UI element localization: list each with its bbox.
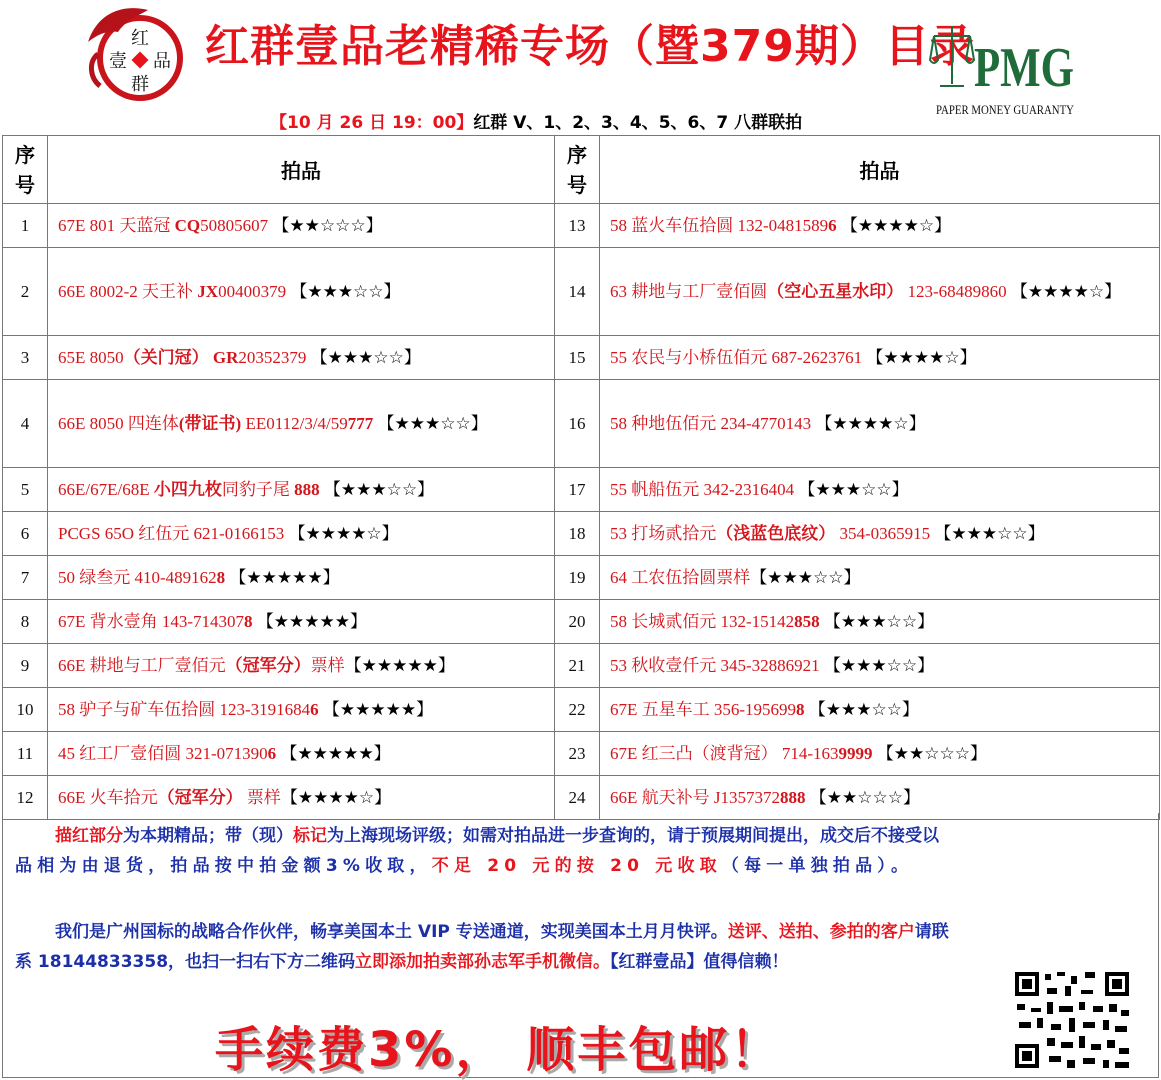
- lot-text: 55 农民与小桥伍佰元 687-2623761: [610, 347, 863, 367]
- lot-highlight-text: (带证书): [178, 413, 242, 433]
- highlight-legend: 描红部分: [55, 826, 123, 846]
- lot-text: 58 蓝火车伍拾圆 132-0481589: [610, 215, 829, 235]
- lot-text: 66E 8050 四连体: [58, 413, 179, 433]
- note-line-2: [15, 851, 913, 876]
- lot-text: 55 帆船伍元 342-2316404: [610, 479, 795, 499]
- lot-number: 15: [555, 336, 600, 380]
- auction-schedule: [270, 108, 802, 133]
- lot-description: [48, 248, 555, 336]
- lot-text: 53 打场贰拾元: [610, 523, 717, 543]
- lot-description: [48, 688, 555, 732]
- lot-number: 13: [555, 204, 600, 248]
- lot-description: [600, 688, 1160, 732]
- min-fee-note: 不足 20 元的按 20 元收取: [431, 856, 722, 876]
- table-row: [3, 248, 1160, 336]
- notes-panel: [2, 813, 1159, 1078]
- logo-char-2: 壹: [109, 51, 127, 72]
- star-rating: 【★★★★☆】: [280, 787, 392, 807]
- star-rating: 【★★★★☆】: [836, 215, 952, 235]
- fee-rate: 3%: [325, 856, 366, 876]
- col-header-item-right: 拍品: [600, 136, 1160, 204]
- lot-catalog-table: [2, 135, 1160, 820]
- star-rating: 【★★★★★】: [225, 567, 340, 587]
- note-text: 【红群壹品】值得信赖！: [610, 952, 789, 972]
- logo-char-1: 红: [131, 28, 149, 49]
- table-row: [3, 468, 1160, 512]
- slogan-banner: 手续费3%， 顺丰包邮！: [215, 1022, 782, 1078]
- lot-description: [600, 248, 1160, 336]
- lot-number: 6: [3, 512, 48, 556]
- lot-highlight-text: （冠军分）: [157, 787, 243, 807]
- lot-text: 45 红工厂壹佰圆 321-071390: [58, 743, 268, 763]
- star-rating: 【★★★☆☆】: [819, 611, 935, 631]
- lot-text: 66E 8002-2 天王补: [58, 281, 198, 301]
- lot-text: 65E 8050: [58, 347, 124, 367]
- lot-text: 53 秋收壹仟元 345-32886921: [610, 655, 820, 675]
- lot-highlight-text: 6: [310, 699, 319, 719]
- lot-number: 12: [3, 776, 48, 820]
- table-row: [3, 336, 1160, 380]
- lot-number: 3: [3, 336, 48, 380]
- lot-text: 58 长城贰佰元 132-15142: [610, 611, 795, 631]
- lot-highlight-text: 8: [796, 699, 805, 719]
- table-row: [3, 732, 1160, 776]
- lot-description: [600, 556, 1160, 600]
- star-rating: 【★★★☆☆】: [804, 699, 919, 719]
- lot-highlight-text: 8: [216, 567, 226, 587]
- lot-description: [48, 644, 555, 688]
- note-text: （每一单独拍品）。: [721, 856, 914, 876]
- header: [0, 0, 1161, 134]
- pmg-logo-icon: [930, 14, 1080, 122]
- lot-description: [600, 468, 1160, 512]
- lot-highlight-text: 小四九枚: [153, 479, 222, 499]
- lot-highlight-text: 888: [294, 479, 320, 499]
- lot-text: 67E 红三凸（渡背冠） 714-163: [610, 743, 839, 763]
- lot-number: 23: [555, 732, 600, 776]
- star-rating: 【★★★★☆】: [862, 347, 977, 367]
- mark-legend: 标记: [293, 826, 327, 846]
- star-rating: 【★★☆☆☆】: [805, 787, 920, 807]
- lot-text: PCGS 65O 红伍元 621-0166153: [58, 523, 285, 543]
- star-rating: 【★★★☆☆】: [794, 479, 909, 499]
- col-header-item-left: 拍品: [48, 136, 555, 204]
- lot-description: [48, 380, 555, 468]
- lot-highlight-text: 777: [347, 413, 374, 433]
- star-rating: 【★★★★★】: [252, 611, 367, 631]
- lot-text: 50 绿叁元 410-489162: [58, 567, 217, 587]
- lot-highlight-text: 888: [780, 787, 806, 807]
- lot-description: [600, 204, 1160, 248]
- table-header-row: [3, 136, 1160, 204]
- contact-highlight: 送评、送拍、参拍的客户: [727, 922, 915, 942]
- col-header-seq-left: 序号: [3, 136, 48, 204]
- lot-number: 17: [555, 468, 600, 512]
- lot-highlight-text: （浅蓝色底纹）: [716, 523, 836, 543]
- table-row: [3, 644, 1160, 688]
- star-rating: 【★★★☆☆】: [819, 655, 935, 675]
- lot-description: [600, 644, 1160, 688]
- col-header-seq-right: 序号: [555, 136, 600, 204]
- lot-number: 8: [3, 600, 48, 644]
- lot-text: 票样: [310, 655, 345, 675]
- lot-number: 10: [3, 688, 48, 732]
- lot-number: 16: [555, 380, 600, 468]
- lot-text: 63 耕地与工厂壹佰圆: [610, 281, 768, 301]
- lot-text: 354-0365915: [835, 523, 931, 543]
- lot-number: 11: [3, 732, 48, 776]
- lot-text: 66E 航天补号 J1357372: [610, 787, 780, 807]
- lot-text: 同豹子尾: [221, 479, 295, 499]
- lot-text: 50805607: [200, 215, 269, 235]
- lot-list: [3, 204, 1160, 820]
- star-rating: 【★★★☆☆】: [319, 479, 435, 499]
- table-row: [3, 380, 1160, 468]
- lot-description: [48, 512, 555, 556]
- star-rating: 【★★☆☆☆】: [268, 215, 383, 235]
- dragon-logo-icon: [78, 2, 196, 104]
- lot-description: [48, 468, 555, 512]
- lot-highlight-text: 858: [794, 611, 820, 631]
- lot-description: [48, 600, 555, 644]
- lot-text: 67E 背水壹角 143-714307: [58, 611, 245, 631]
- star-rating: 【★★☆☆☆】: [872, 743, 987, 763]
- lot-number: 2: [3, 248, 48, 336]
- note-text: 收取，: [365, 856, 432, 876]
- table-row: [3, 556, 1160, 600]
- lot-number: 1: [3, 204, 48, 248]
- lot-text: 67E 801 天蓝冠: [58, 215, 175, 235]
- lot-highlight-text: GR: [212, 347, 239, 367]
- table-row: [3, 600, 1160, 644]
- star-rating: 【★★★★★】: [344, 655, 455, 675]
- lot-text: 20352379: [238, 347, 307, 367]
- table-row: [3, 512, 1160, 556]
- lot-text: 66E 火车拾元: [58, 787, 158, 807]
- lot-number: 24: [555, 776, 600, 820]
- table-row: [3, 688, 1160, 732]
- star-rating: 【★★★☆☆】: [286, 281, 401, 301]
- star-rating: 【★★★★☆】: [1010, 281, 1122, 301]
- lot-highlight-text: CQ: [174, 215, 201, 235]
- auction-groups: 红群 V、1、2、3、4、5、6、7 八群联拍: [473, 113, 803, 133]
- pmg-tagline: PAPER MONEY GUARANTY: [936, 103, 1074, 117]
- lot-number: 22: [555, 688, 600, 732]
- lot-number: 21: [555, 644, 600, 688]
- lot-description: [48, 556, 555, 600]
- lot-description: [48, 732, 555, 776]
- lot-number: 4: [3, 380, 48, 468]
- lot-number: 20: [555, 600, 600, 644]
- note-text: 为上海现场评级；如需对拍品进一步查询的，请于预展期间提出，成交后不接受以: [327, 826, 939, 846]
- lot-text: 67E 五星车工 356-195699: [610, 699, 797, 719]
- lot-highlight-text: （空心五星水印）: [767, 281, 904, 301]
- lot-highlight-text: JX: [197, 281, 219, 301]
- lot-description: [600, 600, 1160, 644]
- star-rating: 【★★★☆☆】: [306, 347, 421, 367]
- star-rating: 【★★★★☆】: [284, 523, 399, 543]
- lot-description: [600, 336, 1160, 380]
- lot-description: [600, 512, 1160, 556]
- lot-description: [600, 380, 1160, 468]
- lot-description: [600, 732, 1160, 776]
- note-text: 请联: [914, 922, 949, 942]
- auction-date: 【10 月 26 日 19：00】: [270, 113, 474, 133]
- lot-text: EE0112/3/4/59: [241, 413, 348, 433]
- star-rating: 【★★★★★】: [276, 743, 391, 763]
- table-row: [3, 204, 1160, 248]
- lot-number: 5: [3, 468, 48, 512]
- star-rating: 【★★★☆☆】: [373, 413, 488, 433]
- logo-char-4: 群: [131, 74, 149, 95]
- lot-highlight-text: （关门冠）: [123, 347, 209, 367]
- lot-highlight-text: 8: [244, 611, 253, 631]
- lot-text: 66E/67E/68E: [58, 479, 154, 499]
- note-text: 我们是广州国标的战略合作伙伴，畅享美国本土 VIP 专送通道，实现美国本土月月快评。: [55, 922, 728, 942]
- star-rating: 【★★★☆☆】: [930, 523, 1045, 543]
- note-line-1: [55, 821, 939, 846]
- lot-description: [48, 336, 555, 380]
- lot-highlight-text: （冠军分）: [225, 655, 311, 675]
- lot-text: 123-68489860: [903, 281, 1011, 301]
- star-rating: 【★★★☆☆】: [750, 567, 861, 587]
- lot-description: [48, 204, 555, 248]
- page-title: 红群壹品老精稀专场（暨379期）目录: [205, 21, 975, 72]
- lot-text: 66E 耕地与工厂壹佰元: [58, 655, 226, 675]
- lot-highlight-text: 6: [828, 215, 837, 235]
- note-text: 品相为由退货，拍品按中拍金额: [15, 856, 326, 876]
- qr-code-icon[interactable]: [1011, 968, 1133, 1072]
- note-text: 为本期精品；带（现）: [123, 826, 293, 846]
- pmg-logo-text: PMG: [974, 37, 1074, 99]
- lot-number: 18: [555, 512, 600, 556]
- lot-number: 7: [3, 556, 48, 600]
- lot-highlight-text: 9999: [838, 743, 873, 763]
- lot-text: 00400379: [218, 281, 287, 301]
- lot-number: 9: [3, 644, 48, 688]
- wechat-highlight: 立即添加拍卖部孙志军手机微信。: [355, 952, 611, 972]
- note-line-3: [55, 917, 949, 942]
- lot-number: 14: [555, 248, 600, 336]
- lot-highlight-text: 6: [267, 743, 277, 763]
- contact-phone: 系 18144833358，也扫一扫右下方二维码: [15, 952, 356, 972]
- star-rating: 【★★★★★】: [318, 699, 434, 719]
- star-rating: 【★★★★☆】: [811, 413, 926, 433]
- lot-text: 58 种地伍佰元 234-4770143: [610, 413, 812, 433]
- lot-text: 票样: [242, 787, 281, 807]
- note-line-4: [15, 947, 789, 972]
- logo-char-3: 品: [153, 51, 171, 72]
- lot-number: 19: [555, 556, 600, 600]
- lot-text: 64 工农伍拾圆票样: [610, 567, 751, 587]
- lot-text: 58 驴子与矿车伍拾圆 123-3191684: [58, 699, 311, 719]
